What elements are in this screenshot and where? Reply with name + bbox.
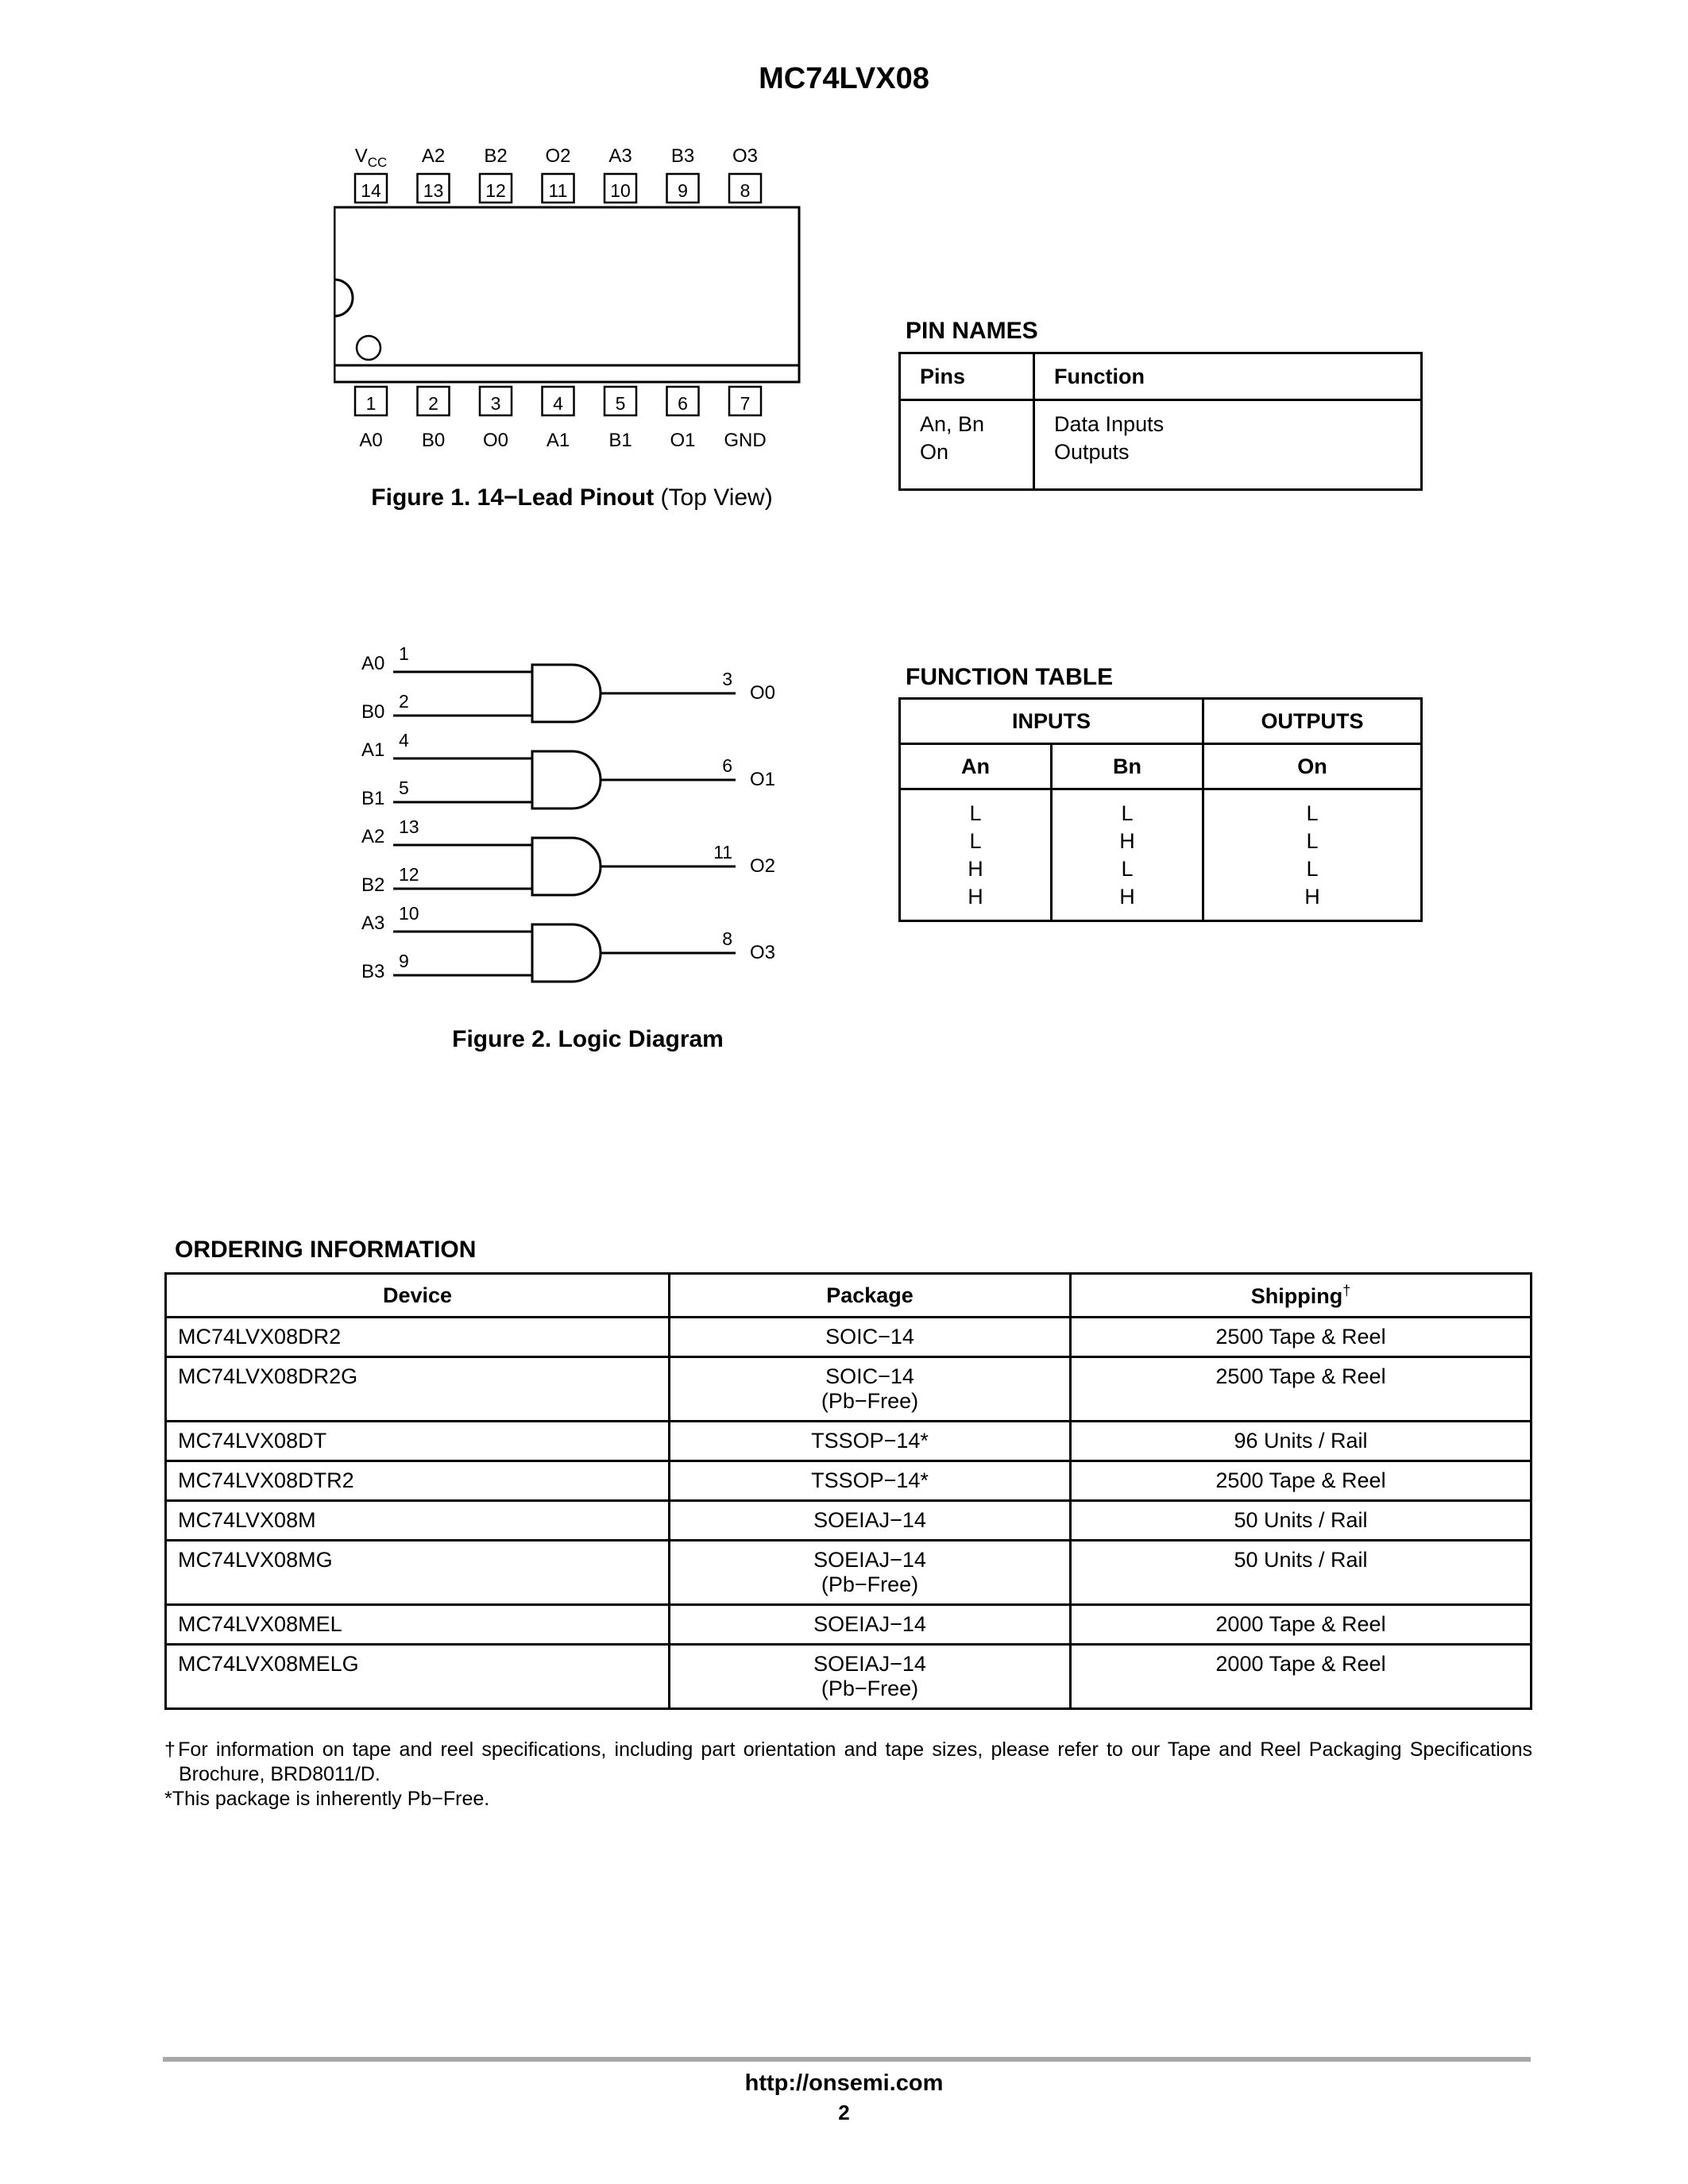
- table-row: [166, 1422, 1532, 1461]
- package-column-header: Package: [670, 1274, 1071, 1318]
- outputs-group-header: OUTPUTS: [1203, 699, 1422, 744]
- input-b-label: B1: [361, 788, 385, 809]
- table-row: [166, 1318, 1532, 1357]
- function-cell: [1034, 400, 1422, 490]
- footer-url-link[interactable]: http://onsemi.com: [744, 2070, 944, 2096]
- ic-notch: [334, 280, 353, 316]
- package-name: SOIC−14: [825, 1364, 914, 1388]
- input-b-pin-number: 12: [399, 864, 419, 885]
- table-row: [166, 1357, 1532, 1422]
- device-column-header: Device: [166, 1274, 670, 1318]
- table-header-row: [900, 744, 1422, 789]
- pin-names-heading: PIN NAMES: [906, 318, 1038, 344]
- package-name: TSSOP−14*: [811, 1429, 929, 1453]
- table-row: [900, 789, 1422, 921]
- pin-number: 8: [740, 180, 751, 201]
- input-b-label: B3: [361, 961, 385, 982]
- output-label: O1: [750, 769, 776, 790]
- figure-1-caption: [350, 484, 794, 511]
- package-cell: [670, 1645, 1071, 1709]
- pin-label: B0: [421, 430, 446, 451]
- output-pin-number: 3: [722, 669, 732, 689]
- pin-label-subscript: CC: [367, 155, 388, 170]
- device-cell: MC74LVX08DT: [166, 1422, 670, 1461]
- an-value: H: [968, 885, 983, 909]
- an-values-cell: [900, 789, 1052, 921]
- pin-label: O0: [482, 430, 509, 451]
- device-cell: MC74LVX08MG: [166, 1541, 670, 1605]
- an-value: L: [969, 801, 982, 825]
- bn-value: L: [1121, 857, 1134, 881]
- shipping-cell: 2500 Tape & Reel: [1071, 1318, 1532, 1357]
- pin1-indicator-dot: [357, 336, 380, 360]
- function-table: [898, 697, 1423, 922]
- bn-value: H: [1119, 885, 1135, 909]
- output-pin-number: 11: [713, 842, 732, 862]
- pin-label: B1: [608, 430, 632, 451]
- pin-label: O2: [545, 145, 571, 167]
- pins-cell: [900, 400, 1034, 490]
- ordering-info-table: [164, 1272, 1532, 1710]
- package-cell: [670, 1605, 1071, 1645]
- input-b-pin-number: 5: [399, 778, 409, 798]
- figure-2-caption: Figure 2. Logic Diagram: [452, 1026, 724, 1052]
- an-value: L: [969, 829, 982, 853]
- footer-divider: [163, 2057, 1531, 2062]
- input-a-pin-number: 1: [399, 643, 409, 664]
- table-row: [166, 1605, 1532, 1645]
- pin-number: 4: [553, 393, 563, 414]
- device-cell: MC74LVX08DTR2: [166, 1461, 670, 1501]
- page-number: 2: [838, 2101, 850, 2124]
- package-name: SOIC−14: [825, 1325, 914, 1349]
- pin-number: 1: [365, 393, 377, 414]
- ordering-footnotes: [164, 1738, 1532, 1812]
- footnote-pb-free: *This package is inherently Pb−Free.: [164, 1788, 490, 1810]
- device-cell: MC74LVX08MELG: [166, 1645, 670, 1709]
- package-name: TSSOP−14*: [811, 1468, 929, 1492]
- output-pin-number: 6: [722, 755, 732, 776]
- ic-package-body: [334, 207, 799, 382]
- and-gate-symbol: [532, 751, 601, 808]
- package-note: (Pb−Free): [821, 1389, 919, 1413]
- pins-line-2: On: [920, 440, 949, 464]
- pin-label: A2: [421, 145, 446, 167]
- on-values-cell: [1203, 789, 1422, 921]
- shipping-header-label: Shipping: [1250, 1283, 1343, 1308]
- function-table-heading: FUNCTION TABLE: [906, 664, 1114, 690]
- figure-1-caption-title: Figure 1. 14−Lead Pinout: [371, 484, 655, 511]
- device-cell: MC74LVX08DR2: [166, 1318, 670, 1357]
- inputs-group-header: INPUTS: [900, 699, 1203, 744]
- on-column-header: On: [1203, 744, 1422, 789]
- on-value: L: [1306, 829, 1319, 853]
- on-value: L: [1306, 801, 1319, 825]
- pin-number: 12: [485, 180, 506, 201]
- output-label: O3: [750, 942, 776, 963]
- input-a-label: A1: [361, 739, 385, 761]
- pin-number: 7: [740, 393, 751, 414]
- pin-number: 5: [615, 393, 626, 414]
- input-a-label: A3: [361, 913, 385, 934]
- pins-column-header: Pins: [900, 353, 1034, 400]
- pin-number: 2: [428, 393, 438, 414]
- input-a-label: A0: [361, 653, 385, 674]
- shipping-cell: 50 Units / Rail: [1071, 1541, 1532, 1605]
- device-cell: MC74LVX08M: [166, 1501, 670, 1541]
- package-cell: [670, 1461, 1071, 1501]
- pin-label: B2: [484, 145, 508, 167]
- table-row: [166, 1645, 1532, 1709]
- shipping-cell: 2000 Tape & Reel: [1071, 1605, 1532, 1645]
- pins-line-1: An, Bn: [920, 412, 985, 436]
- pin-label: A3: [608, 145, 632, 167]
- package-cell: [670, 1318, 1071, 1357]
- input-b-pin-number: 9: [399, 951, 409, 971]
- package-note: (Pb−Free): [821, 1677, 919, 1700]
- package-cell: [670, 1357, 1071, 1422]
- input-b-label: B2: [361, 874, 385, 896]
- device-cell: MC74LVX08MEL: [166, 1605, 670, 1645]
- package-cell: [670, 1422, 1071, 1461]
- pin-label: $V_{CC}$: [354, 145, 388, 170]
- pin-number: 3: [490, 393, 501, 414]
- and-gate-symbol: [532, 924, 601, 982]
- output-label: O2: [750, 855, 776, 877]
- input-a-pin-number: 4: [399, 730, 409, 751]
- input-a-pin-number: 13: [399, 816, 419, 837]
- shipping-cell: 50 Units / Rail: [1071, 1501, 1532, 1541]
- pin-label: A0: [359, 430, 383, 451]
- bn-values-cell: [1052, 789, 1203, 921]
- logic-diagram: [350, 635, 794, 1001]
- function-column-header: Function: [1034, 353, 1422, 400]
- pin-number: 9: [678, 180, 688, 201]
- table-group-header-row: [900, 699, 1422, 744]
- package-name: SOEIAJ−14: [813, 1612, 926, 1636]
- bn-value: L: [1121, 801, 1134, 825]
- an-value: H: [968, 857, 983, 881]
- table-header-row: [166, 1274, 1532, 1318]
- input-b-label: B0: [361, 701, 385, 723]
- table-row: [166, 1501, 1532, 1541]
- input-a-label: A2: [361, 826, 385, 847]
- package-note: (Pb−Free): [821, 1572, 919, 1596]
- pin-names-table: [898, 352, 1423, 491]
- on-value: L: [1306, 857, 1319, 881]
- and-gate-symbol: [532, 665, 601, 722]
- pin-number: 13: [423, 180, 444, 201]
- package-cell: [670, 1541, 1071, 1605]
- function-line-2: Outputs: [1054, 440, 1130, 464]
- shipping-footnote-mark: †: [1342, 1282, 1351, 1298]
- figure-1-caption-note: (Top View): [654, 484, 773, 511]
- shipping-cell: 2500 Tape & Reel: [1071, 1461, 1532, 1501]
- table-header-row: [900, 353, 1422, 400]
- shipping-cell: 2000 Tape & Reel: [1071, 1645, 1532, 1709]
- table-row: [166, 1541, 1532, 1605]
- ordering-info-heading: ORDERING INFORMATION: [175, 1237, 477, 1263]
- pin-label: A1: [546, 430, 570, 451]
- pin-label: O1: [670, 430, 696, 451]
- pin-label: B3: [670, 145, 695, 167]
- on-value: H: [1304, 885, 1320, 909]
- page-title: MC74LVX08: [759, 62, 929, 95]
- output-pin-number: 8: [722, 928, 732, 949]
- an-column-header: An: [900, 744, 1052, 789]
- package-name: SOEIAJ−14: [813, 1508, 926, 1532]
- package-cell: [670, 1501, 1071, 1541]
- pin-number: 6: [678, 393, 688, 414]
- pinout-diagram: [334, 143, 810, 469]
- function-line-1: Data Inputs: [1054, 412, 1165, 436]
- bn-column-header: Bn: [1052, 744, 1203, 789]
- package-name: SOEIAJ−14: [813, 1652, 926, 1676]
- shipping-cell: 96 Units / Rail: [1071, 1422, 1532, 1461]
- pin-number: 10: [610, 180, 631, 201]
- footnote-tape-reel: †For information on tape and reel specifications, including part orientation and tape sizes, please refer to our Tape and Reel Packaging Specifications Brochure, BRD8011/D.: [164, 1738, 1532, 1785]
- device-cell: MC74LVX08DR2G: [166, 1357, 670, 1422]
- pin-number: 14: [361, 180, 381, 201]
- shipping-column-header: [1071, 1274, 1532, 1318]
- pin-number: 11: [548, 180, 568, 201]
- pin-label: O3: [732, 145, 759, 167]
- input-b-pin-number: 2: [399, 691, 409, 712]
- input-a-pin-number: 10: [399, 903, 419, 924]
- and-gate-symbol: [532, 838, 601, 895]
- table-row: [900, 400, 1422, 490]
- output-label: O0: [750, 682, 776, 704]
- bn-value: H: [1119, 829, 1135, 853]
- table-row: [166, 1461, 1532, 1501]
- package-name: SOEIAJ−14: [813, 1548, 926, 1572]
- shipping-cell: 2500 Tape & Reel: [1071, 1357, 1532, 1422]
- pin-label: GND: [724, 430, 767, 451]
